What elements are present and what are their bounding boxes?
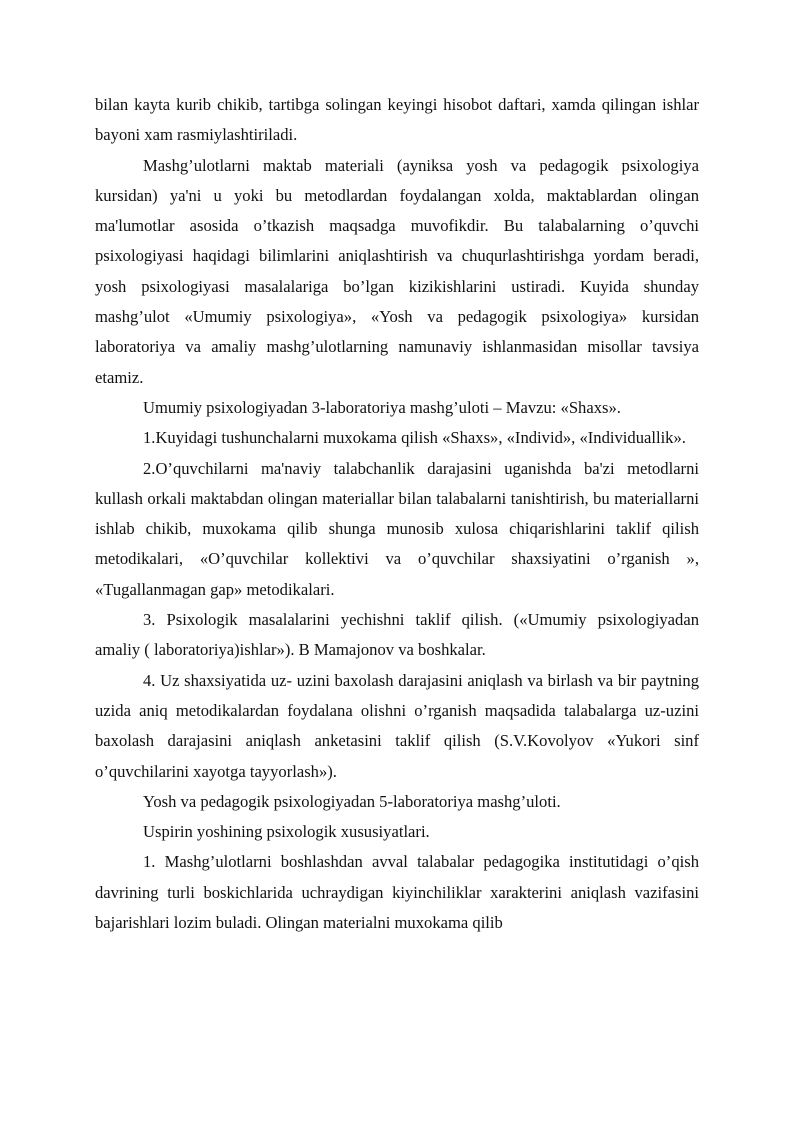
paragraph-item-3: 3. Psixologik masalalarini yechishni taklif qilish. («Umumiy psixologiyadan amaliy ( laboratoriya)ishlar»). B Mamajonov va boshkalar. [95,610,699,660]
paragraph-lab5-title: Yosh va pedagogik psixologiyadan 5-laboratoriya mashg’uloti. [143,791,561,811]
document-page [95,90,699,938]
paragraph-lab5-topic: Uspirin yoshining psixologik xususiyatlari. [143,822,430,842]
paragraph-lab5-item-1: 1. Mashg’ulotlarni boshlashdan avval talabalar pedagogika institutidagi o’qish davrining turli boskichlarida uchraydigan kiyinchiliklar xarakterini aniqlash vazifasini bajarishlari lozim buladi. Olingan materialni muxokama qilib [95,852,699,933]
paragraph-item-4: 4. Uz shaxsiyatida uz- uzini baxolash darajasini aniqlash va birlash va bir paytning uzida aniq metodikalardan foydalana olishni o’rganish maqsadida talabalarga uz-uzini baxolash darajasini aniqlash anketasini taklif qilish (S.V.Kovolyov «Yukori sinf o’quvchilarini xayotga tayyorlash»). [95,670,699,781]
paragraph-lab3-title: Umumiy psixologiyadan 3-laboratoriya mashg’uloti – Mavzu: «Shaxs». [143,397,621,417]
paragraph-intro: Mashg’ulotlarni maktab materiali (ayniksa yosh va pedagogik psixologiya kursidan) ya'ni u yoki bu metodlardan foydalangan xolda, maktablardan olingan ma'lumotlar asosida o’tkazish maqsadga muvofikdir. Bu talabalarning o’quvchi psixologiyasi haqidagi bilimlarini aniqlashtirish va chuqurlashtirishga yordam beradi, yosh psixologiyasi masalalariga bo’lgan kizikishlarini ustiradi. Kuyida shunday mashg’ulot «Umumiy psixologiya», «Yosh va pedagogik psixologiya» kursidan laboratoriya va amaliy mashg’ulotlarning namunaviy ishlanmasidan misollar tavsiya etamiz. [95,155,699,387]
paragraph-item-2: 2.O’quvchilarni ma'naviy talabchanlik darajasini uganishda ba'zi metodlarni kullash orkali maktabdan olingan materiallar bilan talabalarni tanishtirish, bu materiallarni ishlab chikib, muxokama qilib shunga munosib xulosa chiqarishlarini taklif qilish metodikalari, «O’quvchilar kollektivi va o’quvchilar shaxsiyatini o’rganish », «Tugallanmagan gap» metodikalari. [95,458,699,599]
paragraph-item-1: 1.Kuyidagi tushunchalarni muxokama qilish «Shaxs», «Individ», «Individuallik». [143,428,686,448]
paragraph-continuation: bilan kayta kurib chikib, tartibga solingan keyingi hisobot daftari, xamda qilingan ishlar bayoni xam rasmiylashtiriladi. [95,95,699,145]
